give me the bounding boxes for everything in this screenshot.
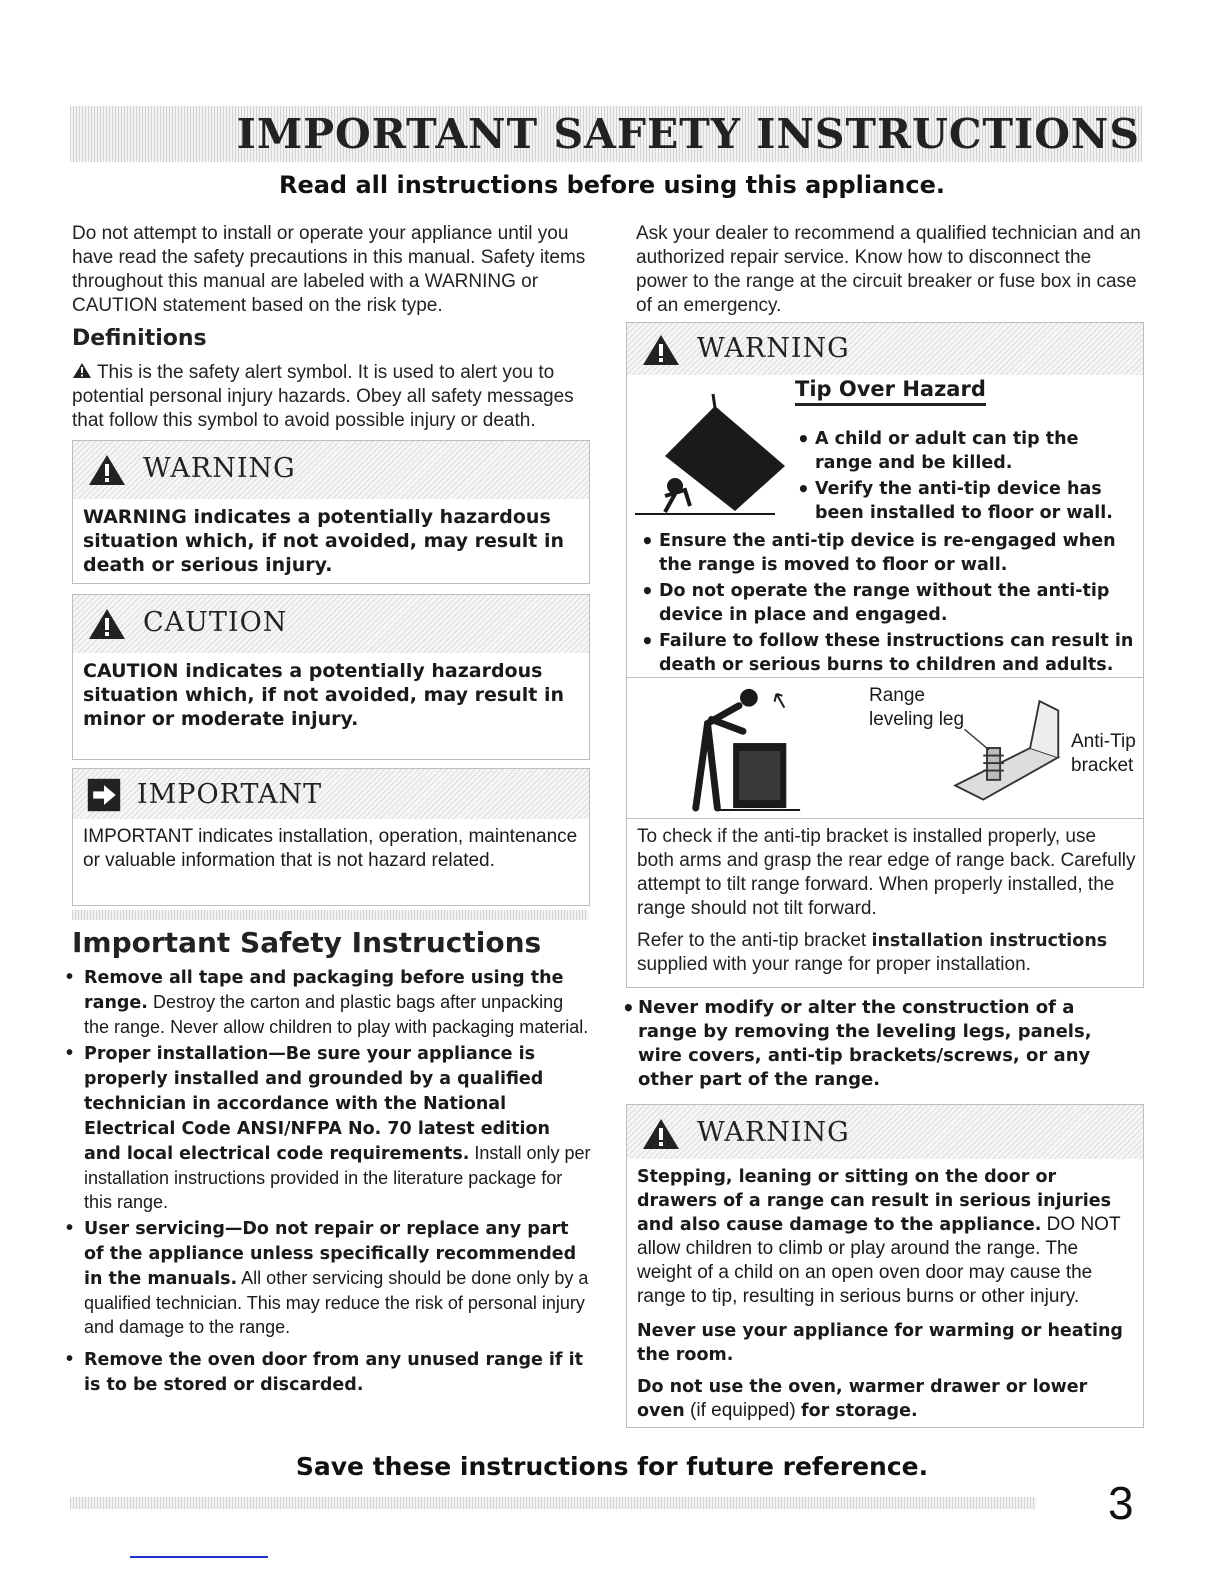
check-bracket-text: To check if the anti-tip bracket is installed properly, use both arms and grasp the rear edge of range back. Carefully attempt to tilt range forward. When properly installed, the range should not tilt forward. bbox=[637, 826, 1136, 919]
caution-definition-box bbox=[72, 594, 590, 760]
warning-definition-text: WARNING indicates a potentially hazardous situation which, if not avoided, may result in death or serious injury. bbox=[83, 506, 564, 576]
caution-definition-text: CAUTION indicates a potentially hazardous situation which, if not avoided, may result in minor or moderate injury. bbox=[83, 660, 564, 730]
stepping-warning-box bbox=[626, 1104, 1144, 1428]
anti-tip-bracket-label: Anti-Tip bracket bbox=[1071, 731, 1136, 776]
warning-triangle-icon bbox=[87, 453, 127, 487]
list-item: • Remove the oven door from any unused range if it is to be stored or discarded. bbox=[62, 1347, 592, 1397]
page-title: IMPORTANT SAFETY INSTRUCTIONS bbox=[236, 110, 1140, 158]
warning-header: WARNING bbox=[73, 441, 589, 499]
important-definition-text: IMPORTANT indicates installation, operation, maintenance or valuable information that is not hazard related. bbox=[83, 826, 578, 871]
list-item: • Failure to follow these instructions can result in death or serious burns to children and adults. bbox=[637, 629, 1137, 677]
warning-triangle-icon bbox=[641, 333, 681, 367]
definitions-text: This is the safety alert symbol. It is used to alert you to potential personal injury hazards. Obey all safety messages that follow this symbol to avoid possible injury or death. bbox=[72, 362, 574, 431]
intro-left: Do not attempt to install or operate your appliance until you have read the safety precautions in this manual. Safety items throughout this manual are labeled with a WARNING or CAUTION statement based on the risk type. bbox=[72, 223, 586, 316]
tip-top-bullets bbox=[793, 427, 1133, 527]
footer-note: Save these instructions for future reference. bbox=[295, 1452, 929, 1481]
intro-right: Ask your dealer to recommend a qualified technician and an authorized repair service. Know how to disconnect the power to the range at the circuit breaker or fuse box in case of an emergency. bbox=[636, 223, 1141, 316]
person-tipping-range-icon bbox=[677, 684, 807, 812]
tip-over-title: Tip Over Hazard bbox=[795, 377, 986, 406]
never-modify-text: • Never modify or alter the construction of a range by removing the leveling legs, panels, wire covers, anti-tip brackets/screws, or any other part of the range. bbox=[622, 996, 1092, 1090]
caution-header: CAUTION bbox=[73, 595, 589, 653]
list-item: • Proper installation—Be sure your appliance is properly installed and grounded by a qualified technician in accordance with the National Electrical Code ANSI/NFPA No. 70 latest edition and local electrical code requirements. Install only per installation instructions provided in the literature package for this range. bbox=[62, 1041, 592, 1214]
safety-alert-icon bbox=[72, 362, 92, 379]
footer-bar bbox=[70, 1497, 1036, 1509]
list-item: • User servicing—Do not repair or replace any part of the appliance unless specifically recommended in the manuals. All other servicing should be done only by a qualified technician. This may reduce the risk of personal injury and damage to the range. bbox=[62, 1216, 592, 1339]
divider-bar bbox=[72, 910, 588, 920]
list-item: • Do not operate the range without the anti-tip device in place and engaged. bbox=[637, 579, 1137, 627]
important-header: IMPORTANT bbox=[73, 769, 589, 819]
warning-triangle-icon bbox=[87, 607, 127, 641]
tipping-range-illustration bbox=[635, 385, 795, 517]
isi-list bbox=[62, 965, 592, 1399]
stepping-warning-text: Stepping, leaning or sitting on the door or drawers of a range can result in serious injuries and also cause damage to the appliance. DO NOT allow children to climb or play around the range. The weight of a child on an open oven door may cause the range to tip, resulting in serious burns or other injury. bbox=[637, 1167, 1121, 1307]
isi-heading: Important Safety Instructions bbox=[72, 926, 542, 959]
anti-tip-bracket-icon bbox=[927, 688, 1077, 808]
list-item: • Remove all tape and packaging before using the range. Destroy the carton and plastic bags after unpacking the range. Never allow children to play with packaging material. bbox=[62, 965, 592, 1039]
tip-over-warning-box bbox=[626, 322, 1144, 988]
title-banner bbox=[70, 106, 1142, 162]
stepping-warning-header: WARNING bbox=[627, 1105, 1143, 1159]
link-underline bbox=[130, 1556, 268, 1558]
tip-warning-header: WARNING bbox=[627, 323, 1143, 375]
anti-tip-diagram bbox=[627, 677, 1143, 819]
list-item: • Verify the anti-tip device has been installed to floor or wall. bbox=[793, 477, 1133, 525]
arrow-note-icon bbox=[85, 777, 123, 813]
tip-bullets bbox=[637, 529, 1137, 679]
list-item: • Ensure the anti-tip device is re-engaged when the range is moved to floor or wall. bbox=[637, 529, 1137, 577]
bullet-icon: • bbox=[622, 996, 635, 1020]
subtitle: Read all instructions before using this appliance. bbox=[278, 171, 946, 199]
no-storage-text: Do not use the oven, warmer drawer or lower oven (if equipped) for storage. bbox=[637, 1377, 1088, 1421]
no-heating-text: Never use your appliance for warming or heating the room. bbox=[637, 1321, 1123, 1365]
refer-instructions-text: Refer to the anti-tip bracket installation instructions supplied with your range for proper installation. bbox=[637, 930, 1108, 975]
warning-definition-box bbox=[72, 440, 590, 584]
page-number: 3 bbox=[1108, 1477, 1134, 1529]
list-item: • A child or adult can tip the range and be killed. bbox=[793, 427, 1133, 475]
definitions-heading: Definitions bbox=[72, 326, 207, 351]
important-definition-box bbox=[72, 768, 590, 906]
warning-triangle-icon bbox=[641, 1117, 681, 1151]
leveling-leg-label: Range leveling leg bbox=[869, 685, 965, 730]
